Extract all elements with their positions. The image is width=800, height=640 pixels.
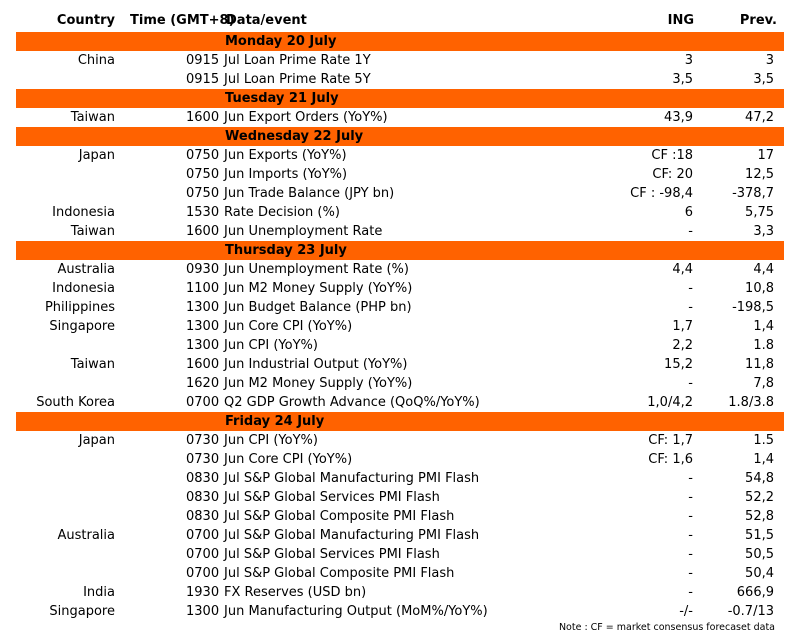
table-row [16, 545, 784, 564]
time-cell: 0915 [186, 53, 220, 68]
event-cell: Jun Export Orders (YoY%) [224, 110, 388, 125]
prev-cell: 12,5 [745, 167, 774, 182]
country-cell: Taiwan [70, 357, 115, 372]
prev-cell: 1.5 [753, 433, 774, 448]
ing-cell: 4,4 [672, 262, 693, 277]
header-event: Data/event [226, 13, 307, 28]
time-cell: 1930 [186, 585, 220, 600]
table-row [16, 184, 784, 203]
time-cell: 0930 [186, 262, 220, 277]
prev-cell: 52,2 [745, 490, 774, 505]
header-country: Country [56, 13, 115, 28]
ing-cell: 2,2 [672, 338, 693, 353]
table-row [16, 393, 784, 412]
time-cell: 1530 [186, 205, 220, 220]
event-cell: Jun Budget Balance (PHP bn) [224, 300, 412, 315]
country-cell: India [83, 585, 115, 600]
event-cell: Jun CPI (YoY%) [224, 433, 318, 448]
country-cell: Australia [57, 262, 115, 277]
table-row [16, 279, 784, 298]
time-cell: 0730 [186, 433, 220, 448]
event-cell: Jun Industrial Output (YoY%) [224, 357, 408, 372]
table-row [16, 298, 784, 317]
ing-cell: 15,2 [664, 357, 693, 372]
header-prev: Prev. [739, 13, 777, 28]
table-row [16, 431, 784, 450]
country-cell: Indonesia [52, 205, 115, 220]
table-row [16, 583, 784, 602]
header-time: Time (GMT+8) [130, 13, 235, 28]
time-cell: 1300 [186, 604, 220, 619]
day-header [16, 89, 784, 108]
ing-cell: - [688, 566, 693, 581]
ing-cell: - [688, 471, 693, 486]
ing-cell: - [688, 300, 693, 315]
prev-cell: -198,5 [732, 300, 774, 315]
prev-cell: 11,8 [745, 357, 774, 372]
time-cell: 1300 [186, 338, 220, 353]
country-cell: Indonesia [52, 281, 115, 296]
time-cell: 0730 [186, 452, 220, 467]
table-row [16, 70, 784, 89]
table-row [16, 355, 784, 374]
ing-cell: - [688, 585, 693, 600]
event-cell: Rate Decision (%) [224, 205, 340, 220]
prev-cell: 50,4 [745, 566, 774, 581]
event-cell: Jun Unemployment Rate (%) [224, 262, 409, 277]
event-cell: Jun Exports (YoY%) [224, 148, 347, 163]
ing-cell: 3,5 [672, 72, 693, 87]
ing-cell: CF: 20 [652, 167, 693, 182]
time-cell: 0700 [186, 566, 220, 581]
ing-cell: -/- [679, 604, 693, 619]
prev-cell: 17 [757, 148, 774, 163]
time-cell: 0750 [186, 148, 220, 163]
table-row [16, 488, 784, 507]
table-row [16, 507, 784, 526]
table-row [16, 336, 784, 355]
prev-cell: 4,4 [753, 262, 774, 277]
day-header [16, 241, 784, 260]
prev-cell: 1,4 [753, 452, 774, 467]
ing-cell: - [688, 376, 693, 391]
event-cell: Jun Manufacturing Output (MoM%/YoY%) [224, 604, 488, 619]
time-cell: 0915 [186, 72, 220, 87]
prev-cell: 50,5 [745, 547, 774, 562]
day-label: Friday 24 July [225, 414, 325, 429]
ing-cell: - [688, 547, 693, 562]
prev-cell: 52,8 [745, 509, 774, 524]
table-row [16, 260, 784, 279]
country-cell: Singapore [49, 319, 115, 334]
ing-cell: CF: 1,7 [648, 433, 693, 448]
prev-cell: 1.8/3.8 [728, 395, 774, 410]
table-row [16, 469, 784, 488]
day-header [16, 412, 784, 431]
table-row [16, 51, 784, 70]
event-cell: FX Reserves (USD bn) [224, 585, 367, 600]
event-cell: Jun M2 Money Supply (YoY%) [224, 281, 413, 296]
prev-cell: -0.7/13 [727, 604, 774, 619]
event-cell: Jun Unemployment Rate [224, 224, 383, 239]
day-header [16, 127, 784, 146]
table-row [16, 450, 784, 469]
day-label: Tuesday 21 July [225, 91, 339, 106]
day-header [16, 32, 784, 51]
country-cell: Taiwan [70, 224, 115, 239]
event-cell: Jul S&P Global Services PMI Flash [224, 490, 440, 505]
time-cell: 0830 [186, 509, 220, 524]
event-cell: Jun Trade Balance (JPY bn) [224, 186, 395, 201]
ing-cell: CF: 1,6 [648, 452, 693, 467]
event-cell: Jul S&P Global Composite PMI Flash [224, 566, 455, 581]
time-cell: 0750 [186, 167, 220, 182]
time-cell: 1600 [186, 357, 220, 372]
ing-cell: 6 [684, 205, 693, 220]
table-row [16, 526, 784, 545]
prev-cell: 1,4 [753, 319, 774, 334]
table-row [16, 146, 784, 165]
time-cell: 0700 [186, 528, 220, 543]
prev-cell: 5,75 [745, 205, 774, 220]
prev-cell: 47,2 [745, 110, 774, 125]
country-cell: Australia [57, 528, 115, 543]
prev-cell: 3,3 [753, 224, 774, 239]
header-ing: ING [667, 13, 694, 28]
time-cell: 1300 [186, 319, 220, 334]
event-cell: Jun Core CPI (YoY%) [224, 452, 353, 467]
time-cell: 1600 [186, 110, 220, 125]
footnote: Note : CF = market consensus forecaset data [558, 622, 775, 633]
day-label: Thursday 23 July [225, 243, 347, 258]
prev-cell: 10,8 [745, 281, 774, 296]
event-cell: Jun M2 Money Supply (YoY%) [224, 376, 413, 391]
country-cell: Singapore [49, 604, 115, 619]
country-cell: China [77, 53, 115, 68]
event-cell: Jul S&P Global Composite PMI Flash [224, 509, 455, 524]
ing-cell: - [688, 490, 693, 505]
table-row [16, 203, 784, 222]
time-cell: 0700 [186, 395, 220, 410]
event-cell: Q2 GDP Growth Advance (QoQ%/YoY%) [224, 395, 480, 410]
prev-cell: 7,8 [753, 376, 774, 391]
time-cell: 1600 [186, 224, 220, 239]
ing-cell: 43,9 [664, 110, 693, 125]
table-row [16, 108, 784, 127]
time-cell: 1300 [186, 300, 220, 315]
country-cell: Japan [78, 148, 115, 163]
day-label: Wednesday 22 July [225, 129, 364, 144]
table-row [16, 564, 784, 583]
time-cell: 0830 [186, 490, 220, 505]
prev-cell: -378,7 [732, 186, 774, 201]
ing-cell: 1,7 [672, 319, 693, 334]
country-cell: Japan [78, 433, 115, 448]
event-cell: Jul Loan Prime Rate 5Y [224, 72, 371, 87]
prev-cell: 3,5 [753, 72, 774, 87]
event-cell: Jul Loan Prime Rate 1Y [224, 53, 371, 68]
ing-cell: - [688, 281, 693, 296]
event-cell: Jun Imports (YoY%) [224, 167, 348, 182]
country-cell: South Korea [36, 395, 115, 410]
prev-cell: 54,8 [745, 471, 774, 486]
prev-cell: 51,5 [745, 528, 774, 543]
time-cell: 1620 [186, 376, 220, 391]
event-cell: Jul S&P Global Services PMI Flash [224, 547, 440, 562]
ing-cell: CF :18 [651, 148, 693, 163]
table-row [16, 602, 784, 621]
prev-cell: 1.8 [753, 338, 774, 353]
day-label: Monday 20 July [225, 34, 337, 49]
ing-cell: CF : -98,4 [630, 186, 693, 201]
table-row [16, 374, 784, 393]
ing-cell: 1,0/4,2 [647, 395, 693, 410]
time-cell: 1100 [186, 281, 220, 296]
event-cell: Jun Core CPI (YoY%) [224, 319, 353, 334]
ing-cell: - [688, 224, 693, 239]
country-cell: Philippines [44, 300, 115, 315]
prev-cell: 666,9 [736, 585, 774, 600]
ing-cell: 3 [684, 53, 693, 68]
ing-cell: - [688, 509, 693, 524]
event-cell: Jul S&P Global Manufacturing PMI Flash [224, 471, 480, 486]
country-cell: Taiwan [70, 110, 115, 125]
table-row [16, 317, 784, 336]
time-cell: 0830 [186, 471, 220, 486]
prev-cell: 3 [765, 53, 774, 68]
table-row [16, 165, 784, 184]
event-cell: Jun CPI (YoY%) [224, 338, 318, 353]
event-cell: Jul S&P Global Manufacturing PMI Flash [224, 528, 480, 543]
time-cell: 0700 [186, 547, 220, 562]
table-row [16, 222, 784, 241]
ing-cell: - [688, 528, 693, 543]
time-cell: 0750 [186, 186, 220, 201]
